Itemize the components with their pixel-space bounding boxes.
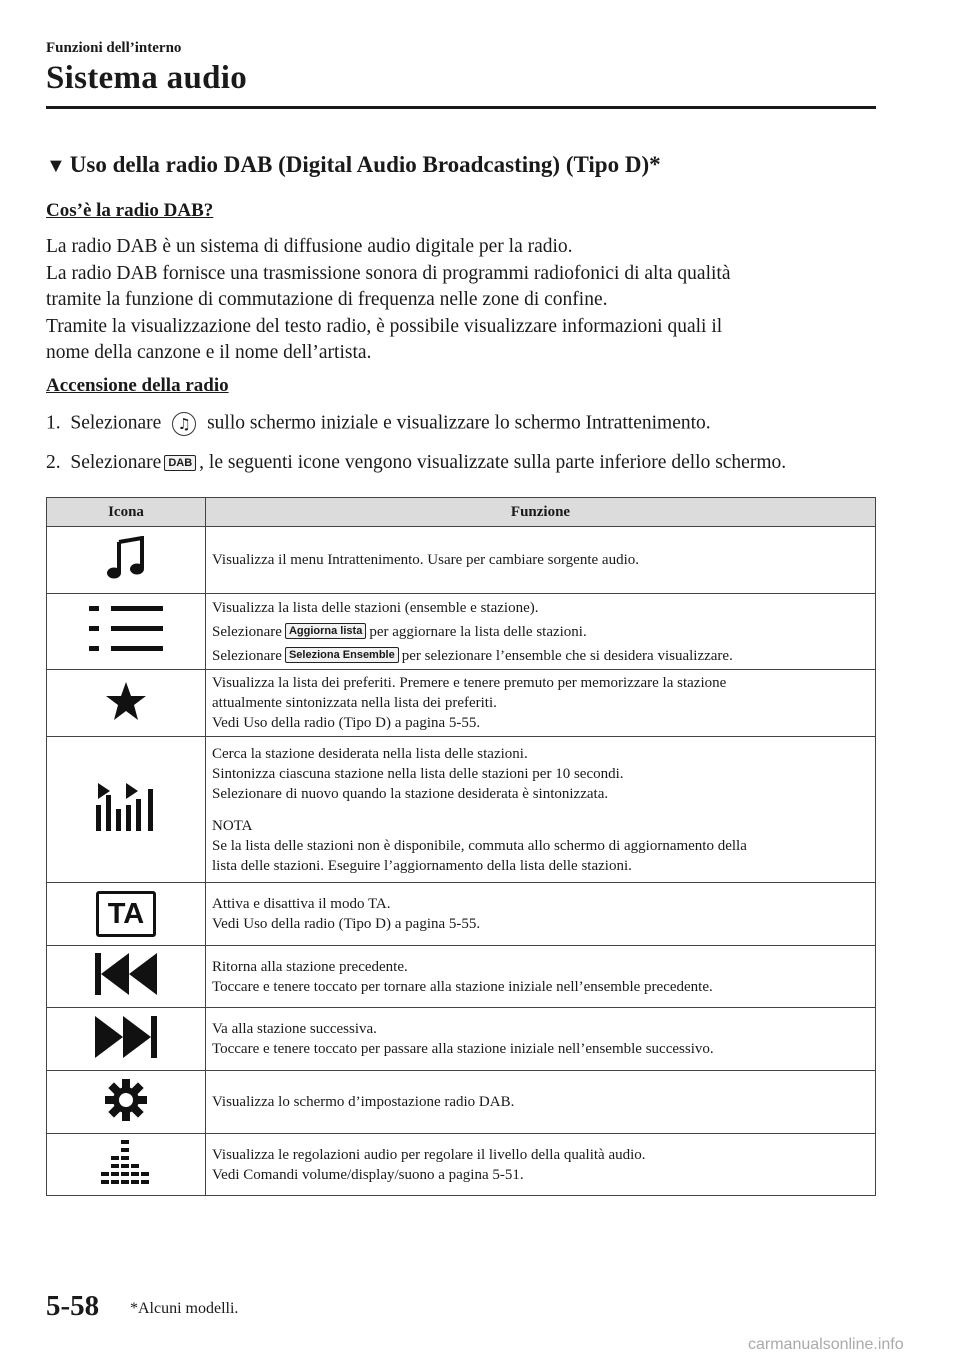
section-kicker: Funzioni dell’interno [46,40,182,56]
step-number: 2. [46,452,61,473]
function-line: Selezionare di nuovo quando la stazione desiderata è sintonizzata. [212,785,609,802]
function-line: attualmente sintonizzata nella lista dei preferiti. [212,695,497,711]
function-text: per aggiornare la lista delle stazioni. [369,623,587,640]
seleziona-ensemble-button-label: Seleziona Ensemble [285,647,399,663]
function-cell [206,737,876,883]
function-cell [206,594,876,670]
subheading-turn-on: Accensione della radio [46,375,229,396]
function-line: Va alla stazione successiva. [212,1021,377,1037]
function-line: Cerca la stazione desiderata nella lista delle stazioni. [212,745,528,762]
triangle-bullet-icon: ▼ [46,155,66,177]
function-line: Sintonizza ciascuna stazione nella lista delle stazioni per 10 secondi. [212,765,624,782]
equalizer-icon [99,1140,153,1184]
intro-line: Tramite la visualizzazione del testo radio, è possibile visualizzare informazioni quali il [46,315,723,337]
icon-cell [47,670,206,737]
entertainment-icon: ♫ [172,412,196,436]
star-icon [105,681,147,721]
icon-function-table [46,497,876,1196]
gear-icon [105,1079,147,1121]
icon-cell [47,527,206,594]
function-cell [206,1134,876,1196]
icon-cell [47,594,206,670]
icon-cell [47,1008,206,1071]
function-cell [206,946,876,1008]
function-line: Vedi Uso della radio (Tipo D) a pagina 5-55. [212,916,481,932]
table-row [47,527,876,594]
footnote: *Alcuni modelli. [130,1300,239,1317]
page-number: 5-58 [46,1290,100,1322]
icon-cell [47,883,206,946]
table-header-row [47,498,876,527]
icon-cell [47,946,206,1008]
function-line: Attiva e disattiva il modo TA. [212,896,391,912]
intro-line: La radio DAB è un sistema di diffusione audio digitale per la radio. [46,236,573,257]
step-1 [46,412,711,436]
function-line [212,622,869,642]
topic-heading-text: Uso della radio DAB (Digital Audio Broadcasting) (Tipo D)* [69,152,661,177]
intro-line: La radio DAB fornisce una trasmissione sonora di programmi radiofonici di alta qualità [46,262,731,284]
function-cell: Visualizza il menu Intrattenimento. Usare per cambiare sorgente audio. [206,527,876,594]
column-header-icon: Icona [47,498,206,527]
table-row [47,594,876,670]
function-line: Visualizza la lista delle stazioni (ensemble e stazione). [212,599,539,616]
intro-line: tramite la funzione di commutazione di frequenza nelle zone di confine. [46,289,608,310]
music-note-icon [106,536,146,580]
function-line: Toccare e tenere toccato per passare alla stazione iniziale nell’ensemble successivo. [212,1041,714,1057]
function-line: lista delle stazioni. Eseguire l’aggiornamento della lista delle stazioni. [212,857,632,874]
function-cell: Visualizza lo schermo d’impostazione radio DAB. [206,1071,876,1134]
watermark: carmanualsonline.info [748,1336,904,1353]
function-cell [206,670,876,737]
table-row [47,1134,876,1196]
note-label: NOTA [212,817,253,834]
function-line: Visualizza le regolazioni audio per regolare il livello della qualità audio. [212,1146,646,1163]
icon-cell [47,737,206,883]
function-cell [206,1008,876,1071]
function-text: per selezionare l’ensemble che si desidera visualizzare. [401,647,733,664]
function-line: Se la lista delle stazioni non è disponibile, commuta allo schermo di aggiornamento della [212,837,747,854]
step-number: 1. [46,412,61,434]
step-text: sullo schermo iniziale e visualizzare lo schermo Intrattenimento. [207,412,711,434]
function-line: Ritorna alla stazione precedente. [212,958,408,975]
table-row [47,946,876,1008]
table-row [47,1071,876,1134]
icon-cell [47,1134,206,1196]
function-text: Selezionare [212,623,282,640]
function-text: Selezionare [212,647,282,664]
step-2 [46,452,786,474]
topic-heading [46,152,661,178]
table-row [47,883,876,946]
aggiorna-lista-button-label: Aggiorna lista [285,623,366,639]
step-text: Selezionare [70,412,162,434]
title-rule [46,106,876,109]
intro-line: nome della canzone e il nome dell’artista. [46,342,372,363]
table-row [47,1008,876,1071]
table-row [47,670,876,737]
function-line: Vedi Comandi volume/display/suono a pagina 5-51. [212,1166,524,1183]
icon-cell [47,1071,206,1134]
next-track-icon [95,1016,157,1058]
scan-icon [96,783,156,831]
station-list-icon [89,604,163,654]
function-line: Visualizza la lista dei preferiti. Premere e tenere premuto per memorizzare la stazione [212,675,727,691]
section-title: Sistema audio [46,60,248,96]
function-line: Toccare e tenere toccato per tornare alla stazione iniziale nell’ensemble precedente. [212,978,713,995]
column-header-function: Funzione [206,498,876,527]
dab-button-label: DAB [164,455,196,471]
table-row [47,737,876,883]
step-text: Selezionare [70,452,162,473]
subheading-what-is-dab: Cos’è la radio DAB? [46,200,214,221]
function-line [212,646,869,666]
step-text: , le seguenti icone vengono visualizzate sulla parte inferiore dello schermo. [199,452,787,473]
intro-paragraph [46,234,886,367]
previous-track-icon [95,953,157,995]
ta-icon: TA [96,891,156,937]
function-line: Vedi Uso della radio (Tipo D) a pagina 5-55. [212,715,481,731]
function-cell [206,883,876,946]
